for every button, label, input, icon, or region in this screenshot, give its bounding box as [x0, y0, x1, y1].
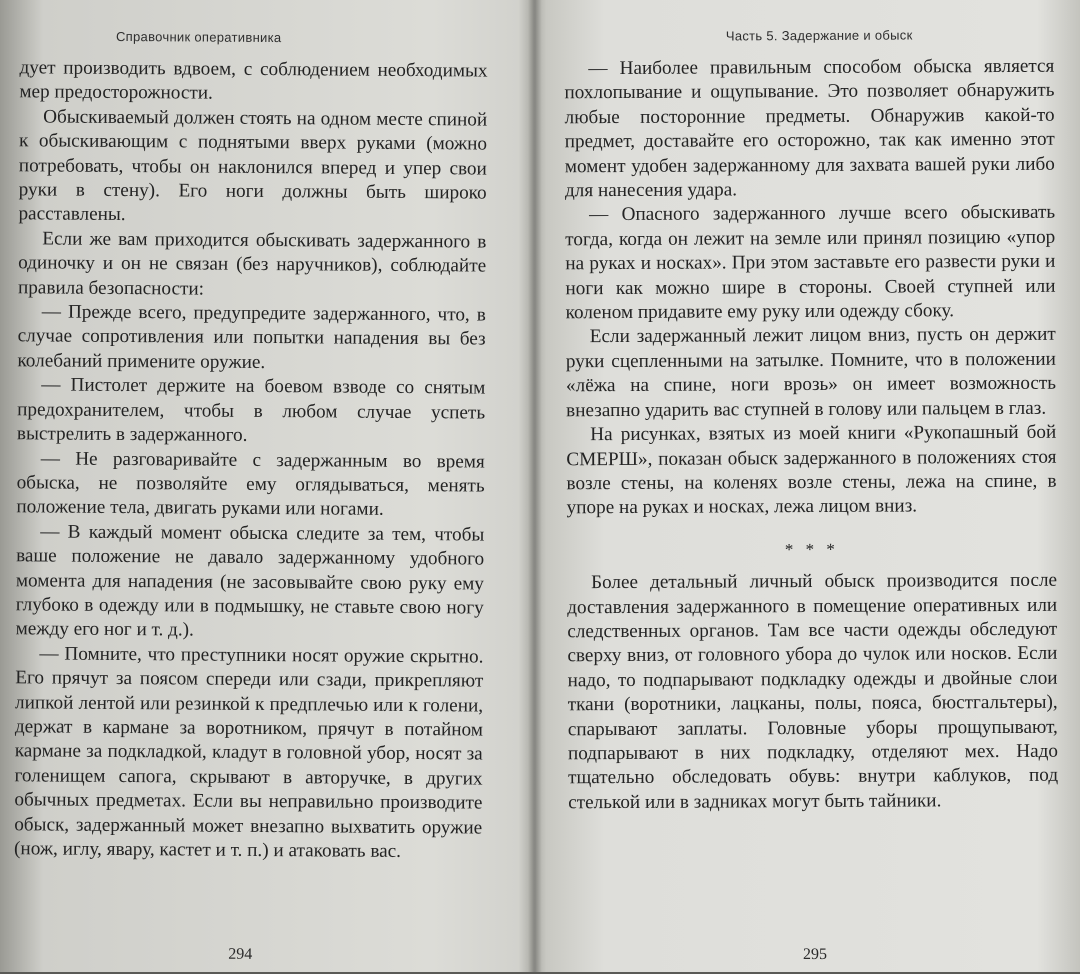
right-paragraph-3: Если задержанный лежит лицом вниз, пусть он держит руки сцепленными на затылке. Помните, что в положении «лёжа на спине, ноги врозь» он имеет возможность внезапно ударить вас ступней в голову или пальцем в глаз. — [565, 324, 1057, 421]
right-paragraph-4: На рисунках, взятых из моей книги «Рукопашный бой СМЕРШ», показан обыск задержанного в положениях стоя возле стены, на коленях возле стены, лежа на спине, в упоре на руках и носках, лежа лицом вниз. — [566, 421, 1057, 519]
right-body-text — [564, 55, 1058, 816]
right-paragraph-1: — Наиболее правильным способом обыска является похлопывание и ощупывание. Это позволяет обнаружить любые посторонние предметы. Обнаружив какой-то предмет, доставайте его осторожно, так как именно этот момент удобен задержанному для захвата вашей руки либо для нанесения удара. — [564, 55, 1055, 202]
left-paragraph-1: дует производить вдвоем, с соблюдением необходимых мер предосторожности. — [19, 57, 488, 105]
right-page-number: 295 — [802, 945, 828, 964]
left-paragraph-8: — Помните, что преступники носят оружие скрытно. Его прячут за поясом спереди или сзади, прикрепляют липкой лентой или резинкой к предплечью или к голени, держат в кармане за воротником, прячут в потайном кармане за подкладкой, кладут в головной убор, носят за голенищем сапога, скрывают в авторучке, в других обычных предметах. Если вы неправильно производите обыск, задержанный может внезапно выхватить оружие (нож, иглу, явару, кастет и т. п.) и атаковать вас. — [13, 643, 484, 862]
right-paragraph-5: Более детальный личный обыск производится после доставления задержанного в помещение оперативных или следственных органов. Там все части одежды обследуют сверху вниз, от головного убора до чулок или носков. Если надо, то подпарывают подкладку одежды и двойные слои ткани (воротники, лацканы, полы, пояса, бюстгальтеры), спарывают заплаты. Головные уборы прощупывают, подпарывают в них подкладку, отделяют мех. Надо тщательно обследовать обувь: внутри каблуков, под стелькой или в задниках могут быть тайники. — [567, 569, 1059, 814]
right-page — [540, 0, 1080, 973]
left-paragraph-4: — Прежде всего, предупредите задержанного, что, в случае сопротивления или попытки нападения вы без колебаний примените оружие. — [17, 301, 486, 373]
left-body-text — [14, 56, 488, 865]
left-paragraph-3: Если же вам приходится обыскивать задержанного в одиночку и он не связан (без наручников), соблюдайте правила безопасности: — [17, 228, 487, 300]
left-paragraph-5: — Пистолет держите на боевом взводе со снятым предохранителем, чтобы в любом случае успеть выстрелить в задержанного. — [16, 374, 486, 446]
left-paragraph-2: Обыскиваемый должен стоять на одном месте спиной к обыскивающим с поднятыми вверх руками (можно потребовать, чтобы он наклонился вперед и упер свои руки в стену). Его ноги должны быть широко расставлены. — [18, 106, 488, 226]
left-paragraph-7: — В каждый момент обыска следите за тем, чтобы ваше положение не давало задержанному удобного момента для нападения (не засовывайте свою руку ему глубоко в одежду или в подмышку, не ставьте свою ногу между его ног и т. д.). — [15, 521, 485, 641]
left-page — [0, 0, 534, 974]
left-running-head: Справочник оперативника — [115, 28, 282, 46]
left-page-number: 294 — [228, 945, 253, 963]
left-paragraph-6: — Не разговаривайте с задержанным во время обыска, не позволяйте ему оглядываться, менять положение тела, двигать руками или ногами. — [16, 447, 485, 521]
right-paragraph-2: — Опасного задержанного лучше всего обыскивать тогда, когда он лежит на земле или принял позицию «упор на руках и носках». При этом заставьте его развести руки и ноги как можно шире в стороны. Своей ступней или коленом придавите ему руку или одежду сбоку. — [565, 202, 1056, 324]
right-running-head: Часть 5. Задержание и обыск — [725, 27, 913, 44]
section-separator: * * * — [784, 539, 839, 559]
